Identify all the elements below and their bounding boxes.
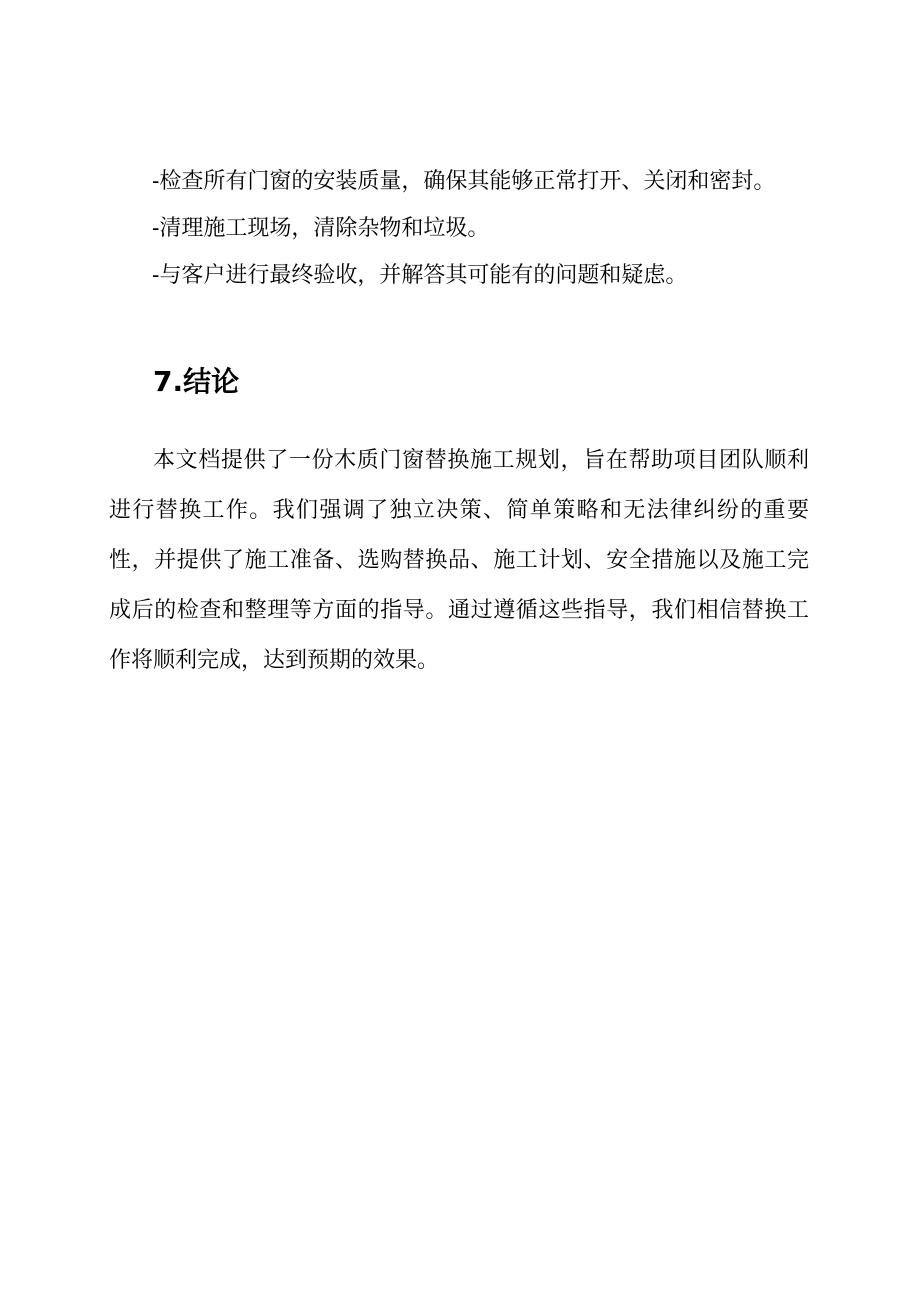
section-heading: 7.结论 [153, 365, 240, 398]
checklist-item: -与客户进行最终验收，并解答其可能有的问题和疑虑。 [152, 263, 688, 288]
checklist-item: -清理施工现场，清除杂物和垃圾。 [152, 216, 490, 241]
conclusion-paragraph: 本文档提供了一份木质门窗替换施工规划，旨在帮助项目团队顺利进行替换工作。我们强调了独立决策、简单策略和无法律纠纷的重要性，并提供了施工准备、选购替换品、施工计划、安全措施以及施工完成后的检查和整理等方面的指导。通过遵循这些指导，我们相信替换工作将顺利完成，达到预期的效果。 [109, 448, 809, 673]
checklist-item: -检查所有门窗的安装质量，确保其能够正常打开、关闭和密封。 [152, 169, 776, 194]
checklist [152, 158, 852, 299]
